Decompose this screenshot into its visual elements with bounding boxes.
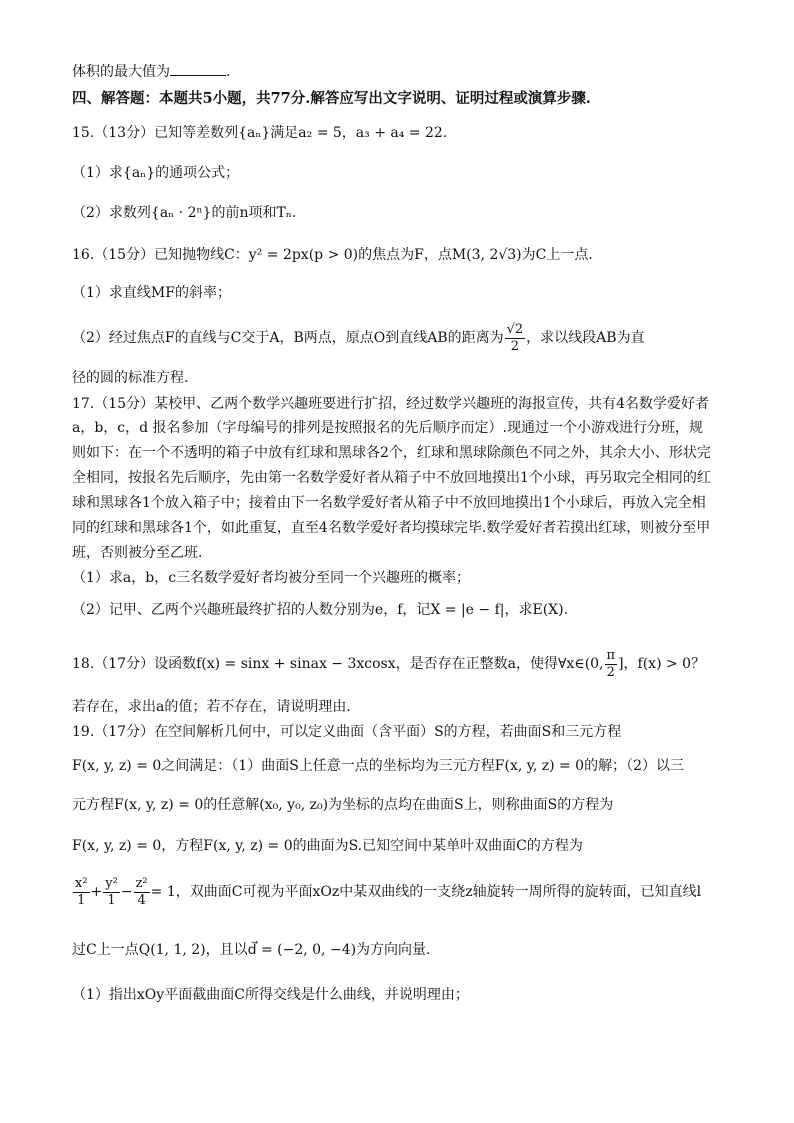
q17-part2: （2）记甲、乙两个兴趣班最终扩招的人数分别为e，f，记X = |e − f|，求E(X).	[72, 602, 569, 618]
q18-stem: 18.（17分）设函数f(x) = sinx + sinax − 3xcosx，是否存在正整数a，使得∀x∈(0, $\frac{\pi}{2}$ ]，f(x) > 0？	[72, 647, 706, 680]
q16-part2-cont: 径的圆的标准方程.	[72, 370, 189, 386]
fraction: $\frac{\pi}{2}$	[606, 647, 616, 680]
fraction: $\frac{√2}{2}$	[506, 321, 524, 354]
q17-line-6: 同的红球和黑球各1个，如此重复，直至4名数学爱好者均摸球完毕.数学爱好者若摸出红球，则被分至甲	[72, 520, 711, 536]
q16-stem: 16.（15分）已知抛物线C：y² = 2px(p > 0)的焦点为F，点M(3, 2√3)为C上一点.	[72, 247, 593, 263]
q17-line-1: 17.（15分）某校甲、乙两个数学兴趣班要进行扩招，经过数学兴趣班的海报宣传，共有4名数学爱好者	[72, 396, 709, 412]
q17-line-2: a，b，c，d 报名参加（字母编号的排列是按照报名的先后顺序而定）.现通过一个小游戏进行分班，规	[72, 420, 704, 436]
fraction: $\frac{\text{y²}}{1}$	[105, 875, 118, 908]
q19-line-4: F(x, y, z) = 0，方程F(x, y, z) = 0的曲面为S.已知空间中某单叶双曲面C的方程为	[72, 838, 583, 854]
q17-line-5: 球和黑球各1个放入箱子中；接着由下一名数学爱好者从箱子中不放回地摸出1个小球后，再放入完全相	[72, 495, 706, 511]
q15-part2: （2）求数列{aₙ · 2ⁿ}的前n项和Tₙ.	[72, 205, 297, 221]
q16-part2: （2）经过焦点F的直线与C交于A，B两点，原点O到直线AB的距离为 $\frac{√2}{2}$ ，求以线段AB为直	[72, 321, 645, 354]
fraction: $\frac{\text{x²}}{1}$	[75, 875, 88, 908]
q19-part1: （1）指出xOy平面截曲面C所得交线是什么曲线，并说明理由；	[72, 987, 469, 1003]
q17-line-4: 全相同，按报名先后顺序，先由第一名数学爱好者从箱子中不放回地摸出1个小球，再另取完全相同的红	[72, 470, 711, 486]
fraction: $\frac{\text{z²}}{4}$	[135, 875, 148, 908]
previous-question-tail: 体积的最大值为 .	[72, 64, 231, 80]
q15-part1: （1）求{aₙ}的通项公式；	[72, 165, 240, 181]
q15-stem: 15.（13分）已知等差数列{aₙ}满足a₂ = 5，a₃ + a₄ = 22.	[72, 125, 448, 141]
q18-cont: 若存在，求出a的值；若不存在，请说明理由.	[72, 699, 351, 715]
q19-line-2: F(x, y, z) = 0之间满足：（1）曲面S上任意一点的坐标均为三元方程F(x, y, z) = 0的解；（2）以三	[72, 758, 684, 774]
q16-part1: （1）求直线MF的斜率；	[72, 285, 231, 301]
q19-line-6: 过C上一点Q(1, 1, 2)，且以d⃗ = (−2, 0, −4)为方向向量.	[72, 942, 431, 958]
answer-blank	[170, 63, 226, 76]
q19-line-5: $\frac{\text{x²}}{1}$ + $\frac{\text{y²}}{1}$ − $\frac{\text{z²}}{4}$ = 1，双曲面C可视为平面xOz中某双曲线的一支绕z轴旋转一周所得的旋转面，已知直线l	[75, 875, 702, 908]
section-heading: 四、解答题：本题共5小题，共77分.解答应写出文字说明、证明过程或演算步骤.	[72, 90, 591, 107]
q17-line-7: 班，否则被分至乙班.	[72, 545, 203, 561]
q19-line-3: 元方程F(x, y, z) = 0的任意解(x₀, y₀, z₀)为坐标的点均在曲面S上，则称曲面S的方程为	[72, 797, 614, 813]
q17-line-3: 则如下：在一个不透明的箱子中放有红球和黑球各2个，红球和黑球除颜色不同之外，其余大小、形状完	[72, 445, 711, 461]
q19-line-1: 19.（17分）在空间解析几何中，可以定义曲面（含平面）S的方程，若曲面S和三元方程	[72, 724, 622, 740]
q17-part1: （1）求a，b，c三名数学爱好者均被分至同一个兴趣班的概率；	[72, 570, 471, 586]
